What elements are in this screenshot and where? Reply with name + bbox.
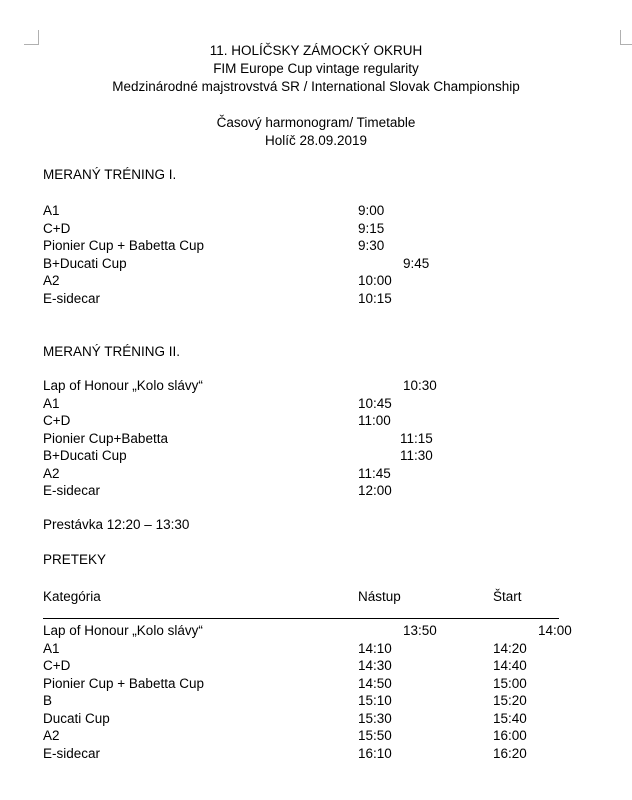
- time-value: 10:45: [358, 396, 392, 411]
- category-name: B+Ducati Cup: [43, 448, 127, 463]
- time-value: 10:30: [403, 378, 437, 393]
- race-row: [43, 657, 603, 675]
- column-header-category: Kategória: [43, 589, 101, 604]
- time-value: 12:00: [358, 483, 392, 498]
- category-name: Pionier Cup + Babetta Cup: [43, 238, 204, 253]
- start-time: 14:00: [538, 623, 572, 638]
- category-name: E-sidecar: [43, 291, 101, 306]
- championship-title: Medzinárodné majstrovstvá SR / International Slovak Championship: [112, 79, 520, 94]
- lineup-time: 16:10: [358, 746, 392, 761]
- race-row: [43, 675, 603, 693]
- lineup-time: 14:10: [358, 641, 392, 656]
- break-notice: Prestávka 12:20 – 13:30: [43, 517, 190, 532]
- lineup-time: 15:30: [358, 711, 392, 726]
- category-name: A1: [43, 203, 60, 218]
- training2-row: [43, 430, 603, 448]
- race-row: [43, 727, 603, 745]
- training2-row: [43, 482, 603, 500]
- category-name: E-sidecar: [43, 483, 101, 498]
- lineup-time: 14:30: [358, 658, 392, 673]
- start-time: 14:20: [493, 641, 527, 656]
- column-header-lineup: Nástup: [358, 589, 401, 604]
- category-name: A2: [43, 466, 60, 481]
- race-table-header: [43, 588, 603, 606]
- category-name: Pionier Cup+Babetta: [43, 431, 168, 446]
- start-time: 15:00: [493, 676, 527, 691]
- category-name: A2: [43, 273, 60, 288]
- training2-row: [43, 447, 603, 465]
- time-value: 9:30: [358, 238, 385, 253]
- time-value: 11:45: [358, 466, 391, 481]
- event-subtitle: FIM Europe Cup vintage regularity: [213, 61, 419, 76]
- start-time: 14:40: [493, 658, 527, 673]
- category-name: C+D: [43, 658, 71, 673]
- training2-row: [43, 465, 603, 483]
- time-value: 11:00: [358, 413, 391, 428]
- start-time: 15:40: [493, 711, 527, 726]
- category-name: Ducati Cup: [43, 711, 110, 726]
- category-name: B: [43, 693, 53, 708]
- start-time: 16:00: [493, 728, 527, 743]
- race-row: [43, 640, 603, 658]
- race-row: [43, 745, 603, 763]
- training1-row: [43, 272, 603, 290]
- training1-row: [43, 290, 603, 308]
- lineup-time: 13:50: [403, 623, 437, 638]
- race-title: PRETEKY: [43, 552, 107, 567]
- training1-row: [43, 237, 603, 255]
- training1-title: MERANÝ TRÉNING I.: [43, 167, 177, 182]
- lineup-time: 15:10: [358, 693, 392, 708]
- training2-row: [43, 377, 603, 395]
- training1-row: [43, 255, 603, 273]
- category-name: C+D: [43, 413, 71, 428]
- time-value: 10:15: [358, 291, 392, 306]
- category-name: Lap of Honour „Kolo slávy“: [43, 378, 203, 393]
- race-row: [43, 710, 603, 728]
- time-value: 11:30: [400, 448, 433, 463]
- category-name: C+D: [43, 221, 71, 236]
- lineup-time: 14:50: [358, 676, 392, 691]
- lineup-time: 15:50: [358, 728, 392, 743]
- start-time: 16:20: [493, 746, 527, 761]
- time-value: 11:15: [400, 431, 433, 446]
- category-name: B+Ducati Cup: [43, 256, 127, 271]
- table-divider: [43, 618, 559, 619]
- category-name: Lap of Honour „Kolo slávy“: [43, 623, 203, 638]
- time-value: 9:45: [403, 256, 430, 271]
- training1-row: [43, 202, 603, 220]
- training2-title: MERANÝ TRÉNING II.: [43, 344, 181, 359]
- event-date: Holíč 28.09.2019: [264, 133, 368, 148]
- time-value: 9:15: [358, 221, 385, 236]
- category-name: A2: [43, 728, 60, 743]
- training2-row: [43, 412, 603, 430]
- time-value: 9:00: [358, 203, 385, 218]
- start-time: 15:20: [493, 693, 527, 708]
- category-name: A1: [43, 396, 60, 411]
- race-row: [43, 692, 603, 710]
- time-value: 10:00: [358, 273, 392, 288]
- category-name: A1: [43, 641, 60, 656]
- training2-row: [43, 395, 603, 413]
- column-header-start: Štart: [493, 589, 522, 604]
- category-name: E-sidecar: [43, 746, 101, 761]
- event-title: 11. HOLÍČSKY ZÁMOCKÝ OKRUH: [209, 43, 423, 58]
- timetable-heading: Časový harmonogram/ Timetable: [216, 115, 416, 130]
- race-row: [43, 622, 603, 640]
- category-name: Pionier Cup + Babetta Cup: [43, 676, 204, 691]
- training1-row: [43, 220, 603, 238]
